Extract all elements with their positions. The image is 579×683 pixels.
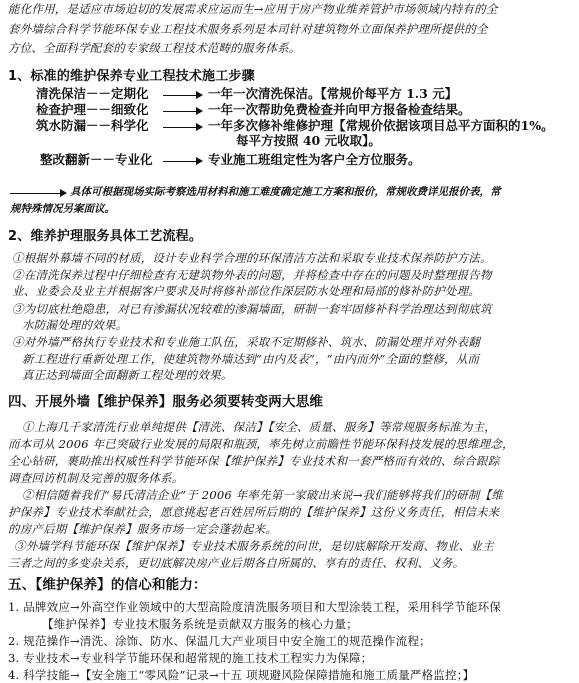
para-1-line-1: ①上海几千家清洗行业单纯提供【清洗、保洁】【安全、质量、服务】等常规服务标准为主， <box>22 420 496 434</box>
ability-4: 4. 科学技能→【安全施工“零风险”记录→十五 项规避风险保障措施和施工质量严格监控；】 <box>8 668 475 682</box>
process-item-1: ①根据外幕墙不同的材质，设计专业科学合理的环保清洁方法和采取专业技术保养防护方法。 <box>12 251 492 265</box>
step-2-label: 检查护理－－细致化 <box>36 102 149 117</box>
para-3-line-2: 三者之间的多变杂关系，更切底解决房产业后期各自所属的、享有的责任、权利、义务。 <box>8 556 465 570</box>
intro-line-2: 套外墙综合科学节能环保专业工程技术服务系列是本司针对建筑物外立面保养护理所提供的全 <box>8 22 488 36</box>
step-1-label: 清洗保洁－－定期化 <box>36 86 149 101</box>
process-item-4-line-1: ④对外墙严格执行专业技术和专业施工队伍，采取不定期修补、筑水、防漏处理并对外表翻 <box>12 335 480 349</box>
process-item-3-line-2: 水防漏处理的效果。 <box>22 318 128 332</box>
process-item-3-line-1: ③为切底杜绝隐患，对已有渗漏状况较难的渗漏墙面，研制一套牢固修补科学治理达到彻底筑 <box>12 302 492 316</box>
para-2-line-2: 护保养】专业技术奉献社会，愿意挑起老百姓居所后期的【维护保养】这份义务责任，相信未来 <box>8 505 500 519</box>
para-3-line-1: ③外墙学科节能环保【维护保养】专业技术服务系统的问世，是切底解除开发商、物业、业主 <box>14 539 494 553</box>
step-3-label: 筑水防漏－－科学化 <box>36 118 149 133</box>
ability-3: 3. 专业技术→专业科学节能环保和超常规的施工技术工程实力为保障； <box>8 651 373 665</box>
process-item-2-line-1: ②在清洗保养过程中仔细检查有无建筑物外表的问题，并将检查中存在的问题及时整理报告物 <box>12 268 492 282</box>
para-2-line-3: 的房产后期【维护保养】服务市场一定会蓬勃起来。 <box>8 522 278 536</box>
step-4-arrow-icon <box>163 161 201 162</box>
section-5-title: 五、【维护保养】的信心和能力： <box>8 577 207 593</box>
ability-1-line-2: 【维护保养】专业技术服务系统是贡献双方服务的核心力量； <box>42 617 358 631</box>
step-3-desc-cont: 每平方按照 40 元收取】。 <box>236 133 381 148</box>
intro-line-3: 方位、全面科学配套的专家级工程技术范畴的服务体系。 <box>8 41 301 55</box>
ability-1-line-1: 1. 品牌效应→外高空作业领域中的大型高险度清洗服务项目和大型涂装工程，采用科学节能环保 <box>8 600 502 614</box>
para-1-line-3: 全心钻研，裹助推出权威性科学节能环保【维护保养】专业技术和一套严格而有效的、综合跟踪 <box>8 454 500 468</box>
process-item-4-line-3: 真正达到墙面全面翻新工程处理的效果。 <box>22 368 233 382</box>
step-4-label: 整改翻新－－专业化 <box>40 152 153 167</box>
step-1-desc: 一年一次清洗保洁。【常规价每平方 1.3 元】 <box>208 86 458 101</box>
step-4-desc: 专业施工班组定性为客户全方位服务。 <box>208 152 421 167</box>
section-2-title: 2、维养护理服务具体工艺流程。 <box>8 229 203 244</box>
step-1-arrow-icon <box>163 95 201 96</box>
step-3-desc: 一年多次修补维修护理【常规价依据该项目总平方面积的1%。 <box>208 118 554 133</box>
para-2-line-1: ②相信随着我们“易氏清洁企业”于 2006 年率先第一家破出来说→我们能够将我们的研制【维 <box>22 488 503 502</box>
para-1-line-2: 而本司从 2006 年已突破行业发展的局限和瓶颈，率先树立前瞻性节能环保科技发展的思维理念， <box>8 437 514 451</box>
intro-line-1: 能化作用，是适应市场迫切的发展需求应运而生→应用于房产物业维养管护市场领域内特有的全 <box>8 2 498 16</box>
step-2-desc: 一年一次帮助免费检查并向甲方报备检查结果。 <box>208 102 471 117</box>
process-item-4-line-2: 新工程进行重新处理工作，使建筑物外墙达到“由内及表”，“由内而外”全面的整修，从而 <box>22 352 480 366</box>
pricing-note-line-1: 具体可根据现场实际考察选用材料和施工难度确定施工方案和报价，常规收费详见报价表，常 <box>70 186 501 198</box>
section-4-title: 四、开展外墙【维护保养】服务必须要转变两大思维 <box>8 394 324 410</box>
step-2-arrow-icon <box>163 111 201 112</box>
ability-2: 2. 规范操作→清洗、涂饰、防水、保温几大产业项目中安全施工的规范操作流程； <box>8 634 431 648</box>
para-1-line-4: 调查回访机制及完善的服务体系。 <box>8 471 184 485</box>
pricing-note-line-2: 规特殊情况另案面议。 <box>10 203 115 215</box>
note-arrow-icon <box>10 193 65 194</box>
step-3-arrow-icon <box>163 127 201 128</box>
section-1-title: 1、标准的维护保养专业工程技术施工步骤 <box>8 69 255 84</box>
process-item-2-line-2: 业、业委会及业主并根据客户要求及时将修补部位作深层防水处理和局部的修补防护处理。 <box>12 284 480 298</box>
